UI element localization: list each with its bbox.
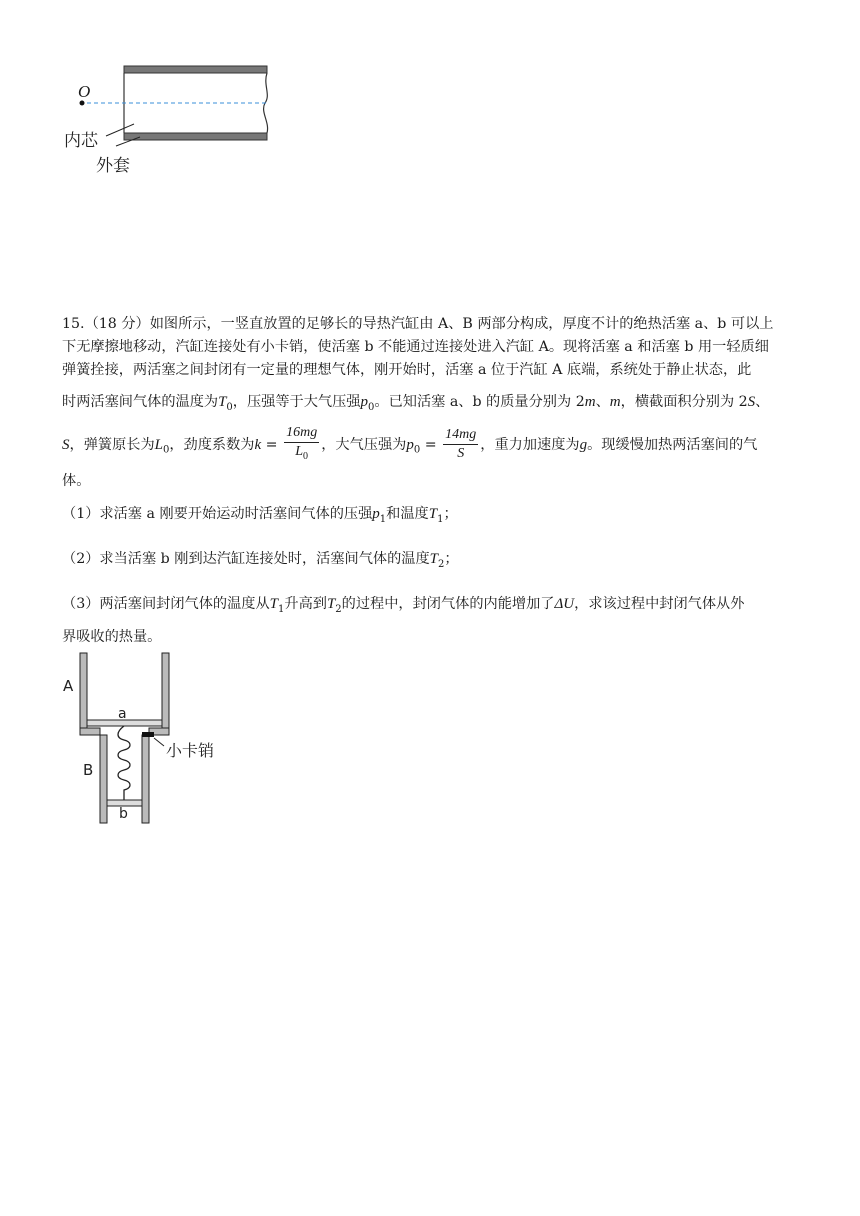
question-line-1: 15.（18 分）如图所示，一竖直放置的足够长的导热汽缸由 A、B 两部分构成，厚度不计的绝热活塞 a、b 可以上 — [62, 316, 774, 332]
question-line-4: 时两活塞间气体的温度为$T_0$，压强等于大气压强$p_0$。已知活塞 a、b 的质量分别为 2m、m，横截面积分别为 2S、 — [62, 394, 770, 413]
question-line-2: 下无摩擦地移动，汽缸连接处有小卡销，使活塞 b 不能通过连接处进入汽缸 A。现将活塞 a 和活塞 b 用一轻质细 — [62, 339, 769, 355]
cylinder-A-label: A — [63, 677, 74, 695]
core-label: 内芯 — [64, 131, 98, 151]
pressure-fraction: $\frac{14mg}{S}$ — [445, 427, 477, 462]
piston-a-label: a — [118, 706, 127, 722]
spring-constant-fraction: $\frac{16mg}{L_0}$ — [286, 425, 318, 462]
sub-question-2: （2）求当活塞 b 刚到达汽缸连接处时，活塞间气体的温度$T_2$； — [62, 551, 459, 570]
sub-question-1: （1）求活塞 a 刚要开始运动时活塞间气体的压强$p_1$和温度$T_1$； — [62, 506, 458, 525]
question-line-6: 体。 — [62, 473, 91, 489]
sub-question-3: （3）两活塞间封闭气体的温度从$T_1$升高到$T_2$的过程中，封闭气体的内能增加了ΔU，求该过程中封闭气体从外 — [62, 596, 745, 615]
pin-label: 小卡销 — [166, 741, 215, 760]
sub-question-3-line-2: 界吸收的热量。 — [62, 629, 162, 645]
optical-fiber-diagram — [60, 60, 280, 180]
question-line-3: 弹簧拴接，两活塞之间封闭有一定量的理想气体，刚开始时，活塞 a 位于汽缸 A 底端，系统处于静止状态，此 — [62, 362, 752, 378]
piston-b-label: b — [119, 806, 128, 822]
question-line-5: S，弹簧原长为$L_0$，劲度系数为k = $\frac{16mg}{L_0}$ ，大气压强为$p_0$ = $\frac{14mg}{S}$ ，重力加速度为g。现缓慢加热两活塞间的气 — [62, 424, 757, 466]
point-O-label: O — [78, 82, 91, 101]
cylinder-B-label: B — [83, 761, 94, 779]
sheath-label: 外套 — [96, 156, 130, 176]
